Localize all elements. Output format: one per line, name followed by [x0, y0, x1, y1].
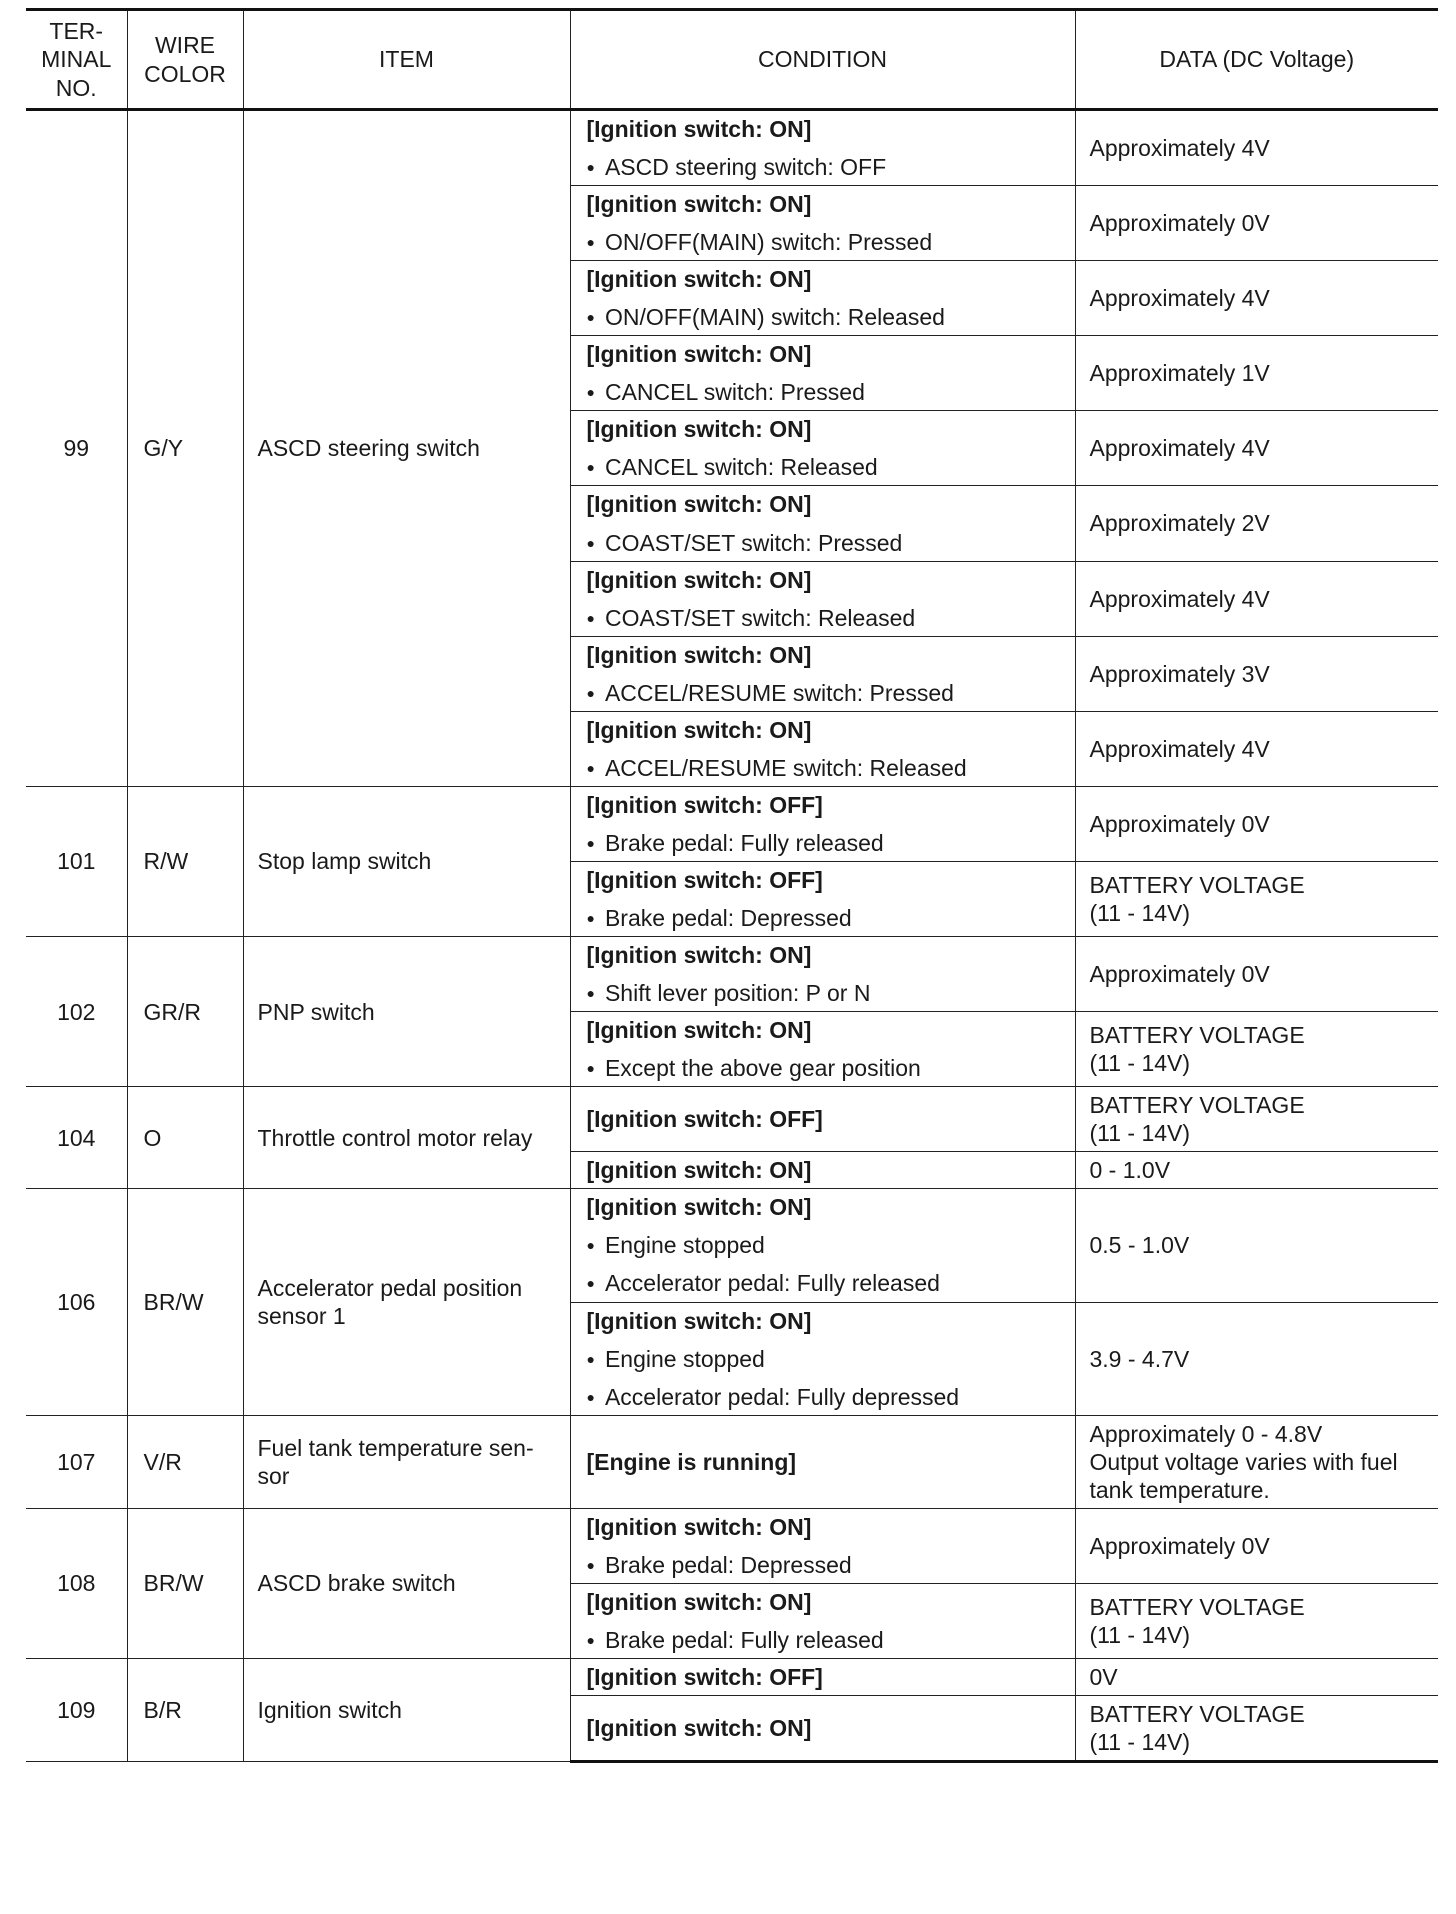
- condition-heading: [Ignition switch: ON]: [586, 116, 812, 142]
- data-value: Approximately 2V: [1089, 510, 1270, 537]
- terminal-number: 108: [26, 1508, 127, 1658]
- condition-bullet: ● ACCEL/RESUME switch: Pressed: [587, 679, 1059, 707]
- condition-cell: [570, 261, 1075, 336]
- condition-heading: [Ignition switch: ON]: [586, 1307, 812, 1334]
- item-name: Fuel tank temperature sen-sor: [243, 1415, 570, 1508]
- wire-color: G/Y: [127, 110, 243, 787]
- data-value: Approximately 0V: [1089, 1532, 1270, 1559]
- data-cell: [1075, 261, 1438, 336]
- condition-bullet: ● Except the above gear position: [587, 1054, 1059, 1082]
- item-name: ASCD brake switch: [243, 1508, 570, 1658]
- table-row: [26, 937, 1438, 1012]
- data-value: Approximately 4V: [1089, 585, 1270, 612]
- terminal-voltage-table: [26, 8, 1438, 1763]
- condition-heading: [Ignition switch: OFF]: [586, 866, 823, 893]
- condition-heading: [Ignition switch: ON]: [586, 1513, 812, 1540]
- condition-heading: [Ignition switch: ON]: [586, 641, 812, 668]
- condition-heading: [Ignition switch: ON]: [586, 341, 812, 368]
- condition-cell: [570, 110, 1075, 186]
- condition-cell: [570, 411, 1075, 486]
- data-cell: [1075, 1696, 1438, 1762]
- data-value: Approximately 0V: [1089, 210, 1270, 237]
- data-value: Approximately 0 - 4.8V: [1089, 1420, 1323, 1447]
- condition-cell: [570, 336, 1075, 411]
- data-value: BATTERY VOLTAGE: [1089, 1593, 1305, 1620]
- data-cell: [1075, 861, 1438, 936]
- condition-bullet: ● CANCEL switch: Pressed: [587, 378, 1059, 406]
- table-row: [26, 1658, 1438, 1695]
- condition-bullet: ● COAST/SET switch: Pressed: [587, 529, 1059, 557]
- condition-bullet: ● Brake pedal: Fully released: [587, 829, 1059, 857]
- table-row: [26, 1087, 1438, 1152]
- data-value: BATTERY VOLTAGE: [1089, 1701, 1305, 1728]
- data-cell: [1075, 711, 1438, 786]
- data-value: (11 - 14V): [1089, 899, 1191, 926]
- wire-color: BR/W: [127, 1508, 243, 1658]
- condition-cell: [570, 1087, 1075, 1152]
- header-item: ITEM: [243, 10, 570, 110]
- condition-bullet: ● Brake pedal: Fully released: [587, 1626, 1059, 1654]
- condition-heading: [Ignition switch: ON]: [586, 716, 812, 743]
- terminal-number: 106: [26, 1189, 127, 1415]
- condition-cell: [570, 1583, 1075, 1658]
- condition-cell: [570, 1012, 1075, 1087]
- condition-heading: [Ignition switch: ON]: [586, 1715, 812, 1742]
- data-value: (11 - 14V): [1089, 1729, 1191, 1756]
- data-value: Approximately 0V: [1089, 961, 1270, 988]
- wire-color: B/R: [127, 1658, 243, 1761]
- data-cell: [1075, 1302, 1438, 1415]
- condition-bullet: ● Engine stopped: [587, 1231, 1059, 1259]
- wire-color: V/R: [127, 1415, 243, 1508]
- data-cell: [1075, 1583, 1438, 1658]
- condition-cell: [570, 1658, 1075, 1695]
- header-data: DATA (DC Voltage): [1075, 10, 1438, 110]
- header-condition: CONDITION: [570, 10, 1075, 110]
- data-cell: [1075, 486, 1438, 561]
- data-value: Approximately 0V: [1089, 810, 1270, 837]
- terminal-number: 99: [26, 110, 127, 787]
- table-row: [26, 786, 1438, 861]
- wire-color: O: [127, 1087, 243, 1189]
- data-cell: [1075, 1189, 1438, 1302]
- condition-cell: [570, 561, 1075, 636]
- item-name: Accelerator pedal position sensor 1: [243, 1189, 570, 1415]
- table-header-row: [26, 10, 1438, 110]
- wire-color: R/W: [127, 786, 243, 936]
- data-value: BATTERY VOLTAGE: [1089, 1022, 1305, 1049]
- table-row: [26, 1508, 1438, 1583]
- data-cell: [1075, 937, 1438, 1012]
- data-cell: [1075, 1152, 1438, 1189]
- condition-heading: [Ignition switch: ON]: [586, 1588, 812, 1615]
- data-value: 3.9 - 4.7V: [1089, 1345, 1190, 1372]
- condition-bullet: ● ASCD steering switch: OFF: [587, 153, 1059, 181]
- condition-heading: [Ignition switch: OFF]: [586, 1106, 823, 1133]
- item-name: ASCD steering switch: [243, 110, 570, 787]
- condition-heading: [Engine is running]: [586, 1448, 797, 1475]
- condition-cell: [570, 1152, 1075, 1189]
- data-value: (11 - 14V): [1089, 1050, 1191, 1077]
- data-cell: [1075, 636, 1438, 711]
- data-value: Approximately 4V: [1089, 735, 1270, 762]
- data-value: 0 - 1.0V: [1089, 1157, 1171, 1184]
- condition-bullet: ● COAST/SET switch: Released: [587, 604, 1059, 632]
- condition-bullet: ● Engine stopped: [587, 1345, 1059, 1373]
- condition-heading: [Ignition switch: ON]: [586, 1194, 812, 1221]
- header-terminal: [26, 10, 127, 110]
- condition-cell: [570, 1302, 1075, 1415]
- data-cell: [1075, 786, 1438, 861]
- header-wire-color: [127, 10, 243, 110]
- condition-heading: [Ignition switch: ON]: [586, 266, 812, 293]
- condition-cell: [570, 786, 1075, 861]
- data-value: Output voltage varies with fuel tank temperature.: [1089, 1448, 1398, 1503]
- condition-heading: [Ignition switch: ON]: [586, 942, 812, 969]
- header-wire-line: COLOR: [144, 60, 226, 87]
- terminal-number: 104: [26, 1087, 127, 1189]
- data-value: 0.5 - 1.0V: [1089, 1232, 1190, 1259]
- wire-color: GR/R: [127, 937, 243, 1087]
- condition-cell: [570, 486, 1075, 561]
- condition-cell: [570, 1508, 1075, 1583]
- condition-cell: [570, 711, 1075, 786]
- condition-heading: [Ignition switch: ON]: [586, 1017, 812, 1044]
- condition-cell: [570, 1189, 1075, 1302]
- condition-heading: [Ignition switch: ON]: [586, 491, 812, 518]
- condition-bullet: ● CANCEL switch: Released: [587, 453, 1059, 481]
- condition-cell: [570, 1415, 1075, 1508]
- data-cell: [1075, 1087, 1438, 1152]
- data-cell: [1075, 186, 1438, 261]
- data-cell: [1075, 1658, 1438, 1695]
- condition-heading: [Ignition switch: ON]: [586, 1157, 812, 1184]
- terminal-number: 101: [26, 786, 127, 936]
- item-name: Throttle control motor relay: [243, 1087, 570, 1189]
- header-terminal-line: TER-: [49, 18, 104, 45]
- terminal-number: 102: [26, 937, 127, 1087]
- data-cell: [1075, 1012, 1438, 1087]
- condition-bullet: ● Brake pedal: Depressed: [587, 1551, 1059, 1579]
- item-name: Ignition switch: [243, 1658, 570, 1761]
- data-value: (11 - 14V): [1089, 1120, 1191, 1147]
- terminal-number: 107: [26, 1415, 127, 1508]
- condition-cell: [570, 1696, 1075, 1762]
- data-value: (11 - 14V): [1089, 1621, 1191, 1648]
- table-row: [26, 110, 1438, 186]
- condition-cell: [570, 186, 1075, 261]
- data-value: Approximately 3V: [1089, 660, 1270, 687]
- table-body: [26, 110, 1438, 1762]
- condition-bullet: ● ON/OFF(MAIN) switch: Released: [587, 303, 1059, 331]
- terminal-number: 109: [26, 1658, 127, 1761]
- data-value: Approximately 4V: [1089, 285, 1270, 312]
- data-cell: [1075, 110, 1438, 186]
- table-row: [26, 1415, 1438, 1508]
- item-name: PNP switch: [243, 937, 570, 1087]
- condition-cell: [570, 861, 1075, 936]
- data-cell: [1075, 336, 1438, 411]
- table-row: [26, 1189, 1438, 1302]
- condition-bullet: ● Shift lever position: P or N: [587, 979, 1059, 1007]
- data-value: Approximately 1V: [1089, 360, 1270, 387]
- item-name: Stop lamp switch: [243, 786, 570, 936]
- condition-heading: [Ignition switch: ON]: [586, 566, 812, 593]
- condition-bullet: ● ON/OFF(MAIN) switch: Pressed: [587, 228, 1059, 256]
- wire-color: BR/W: [127, 1189, 243, 1415]
- data-cell: [1075, 1508, 1438, 1583]
- data-cell: [1075, 1415, 1438, 1508]
- condition-bullet: ● ACCEL/RESUME switch: Released: [587, 754, 1059, 782]
- data-cell: [1075, 561, 1438, 636]
- condition-heading: [Ignition switch: OFF]: [586, 1663, 823, 1690]
- condition-heading: [Ignition switch: OFF]: [586, 791, 823, 818]
- data-value: 0V: [1089, 1663, 1118, 1690]
- header-wire-line: WIRE: [154, 32, 216, 59]
- data-cell: [1075, 411, 1438, 486]
- condition-bullet: ● Accelerator pedal: Fully released: [587, 1269, 1059, 1297]
- data-value: Approximately 4V: [1089, 135, 1270, 162]
- condition-cell: [570, 636, 1075, 711]
- condition-heading: [Ignition switch: ON]: [586, 416, 812, 443]
- data-value: Approximately 4V: [1089, 435, 1270, 462]
- condition-heading: [Ignition switch: ON]: [586, 191, 812, 218]
- header-terminal-line: MINAL: [41, 46, 112, 73]
- condition-bullet: ● Brake pedal: Depressed: [587, 904, 1059, 932]
- header-terminal-line: NO.: [55, 74, 97, 101]
- condition-cell: [570, 937, 1075, 1012]
- data-value: BATTERY VOLTAGE: [1089, 871, 1305, 898]
- data-value: BATTERY VOLTAGE: [1089, 1092, 1305, 1119]
- condition-bullet: ● Accelerator pedal: Fully depressed: [587, 1383, 1059, 1411]
